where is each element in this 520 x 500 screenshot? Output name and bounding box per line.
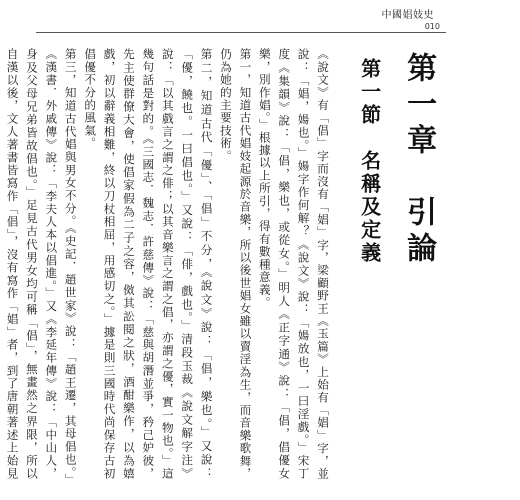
paragraph: 《說文》有「倡」字而沒有「娼」字，梁顧野王《玉篇》上始有「娼」字，並說：「娼，婸也。」婸字作何解？《說文》說：「婸放也，一曰淫戲。」宋丁度《集韻》說：「倡，樂也，或從女。」明人《正字通》說：「倡，倡優女樂，別作娼。」根據以上所引，得有數種意義。 <box>257 48 330 480</box>
page-number: 010 <box>424 22 440 31</box>
paragraph: 第二，知道古代「優」、「倡」不分，《說文》說：「倡，樂也。」又說：「優，饒也。一曰倡也。」又說：「俳，戲也。」清段玉裁《說文解字注》說：「以其戲言之謂之俳；以其音樂言之謂之倡，亦謂之優，實一物也。」這幾句話是對的。《三國志．魏志．許慈傳》說：「慈與胡潛並爭，矜己妒彼，先主使群僚大會，使倡家假為二子之容，傚其訟閱之狀，酒酣樂作，以為嬉戲，初以辭義相難，終以刀杖相屈，用感切之。」據是則三國時代尚保存古初倡優不分的風氣。 <box>83 48 214 480</box>
running-header <box>0 0 520 34</box>
chapter-title: 第一章 引論 <box>401 52 437 268</box>
book-title: 中國娼妓史 <box>381 10 434 21</box>
header-rule <box>36 32 446 33</box>
section-title: 第一節 名稱及定義 <box>357 58 382 265</box>
paragraph: 第一，知道古代娼妓起源於音樂，所以後世娼女雖以賣淫為生，而音樂歌舞，仍為她的主要技術。 <box>218 48 253 480</box>
paragraph: 第三，知道古代娼與男女不分。《史記．趙世家》說：「趙王遷，其母倡也。」《漢書．外戚傳》說：「李夫人本以倡進。」又《李延年傳》說：「中山人，身及父母兄弟皆故倡也。」足見古代男女均可稱「倡」，無畫然之界限，所以自漢以後，文人著書皆寫作「倡」，沒有寫作「娼」者，到了唐朝著述上始見 <box>5 48 78 480</box>
body-text <box>5 48 332 480</box>
